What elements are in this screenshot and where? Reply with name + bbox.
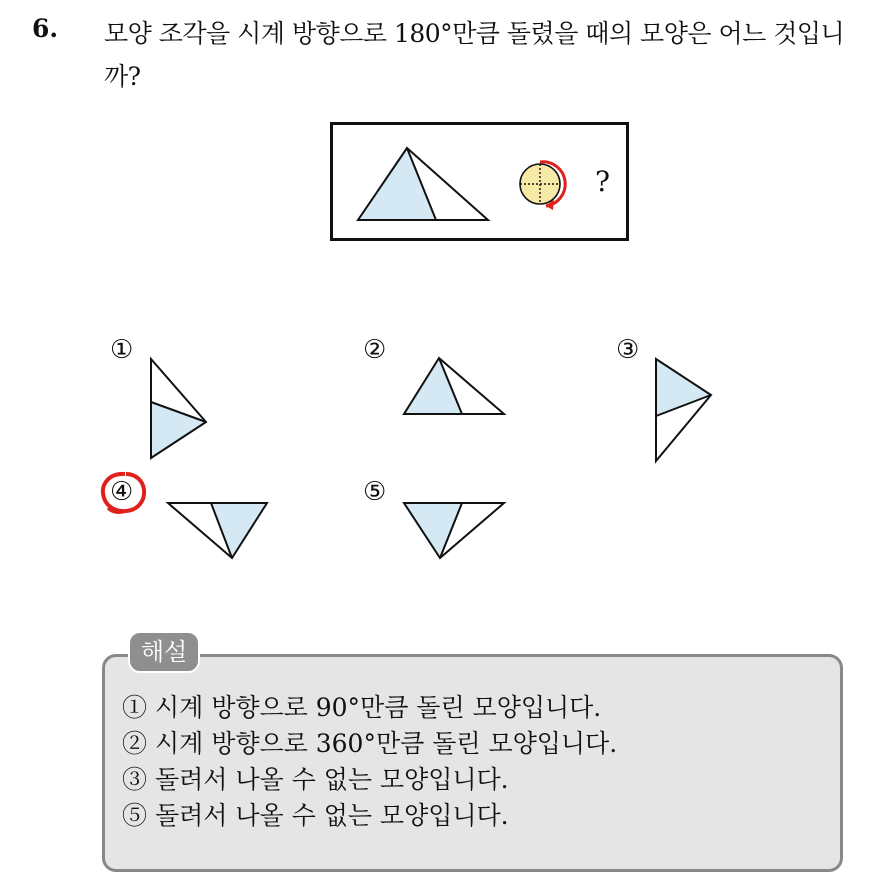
explanation-tag: 해설	[128, 631, 200, 673]
clockwise-half-turn-icon	[520, 162, 565, 210]
explanation-list	[122, 690, 617, 834]
explanation-line: ③ 돌려서 나올 수 없는 모양입니다.	[122, 765, 509, 794]
question-text: 모양 조각을 시계 방향으로 180°만큼 돌렸을 때의 모양은 어느 것입니까?	[104, 19, 845, 91]
choice-2-marker[interactable]: ②	[363, 335, 387, 365]
choice-4-shape[interactable]	[163, 497, 273, 563]
explanation-line: ⑤ 돌려서 나올 수 없는 모양입니다.	[122, 801, 509, 830]
choice-1-marker[interactable]: ①	[110, 335, 134, 365]
choice-1-shape[interactable]	[140, 355, 212, 465]
prompt-question-mark: ?	[595, 165, 611, 198]
explanation-line: ② 시계 방향으로 360°만큼 돌린 모양입니다.	[122, 729, 618, 758]
choice-3-marker[interactable]: ③	[616, 335, 640, 365]
choice-4-marker[interactable]: ④	[110, 477, 134, 507]
choice-3-shape[interactable]	[650, 355, 718, 465]
choice-5-shape[interactable]	[398, 497, 510, 563]
prompt-figure	[333, 125, 632, 244]
choice-5-marker[interactable]: ⑤	[363, 477, 387, 507]
question-number: 6.	[32, 14, 59, 43]
choice-2-shape[interactable]	[398, 352, 510, 420]
explanation-line: ① 시계 방향으로 90°만큼 돌린 모양입니다.	[122, 693, 602, 722]
prompt-triangle	[358, 148, 488, 220]
prompt-figure-box	[330, 122, 629, 241]
